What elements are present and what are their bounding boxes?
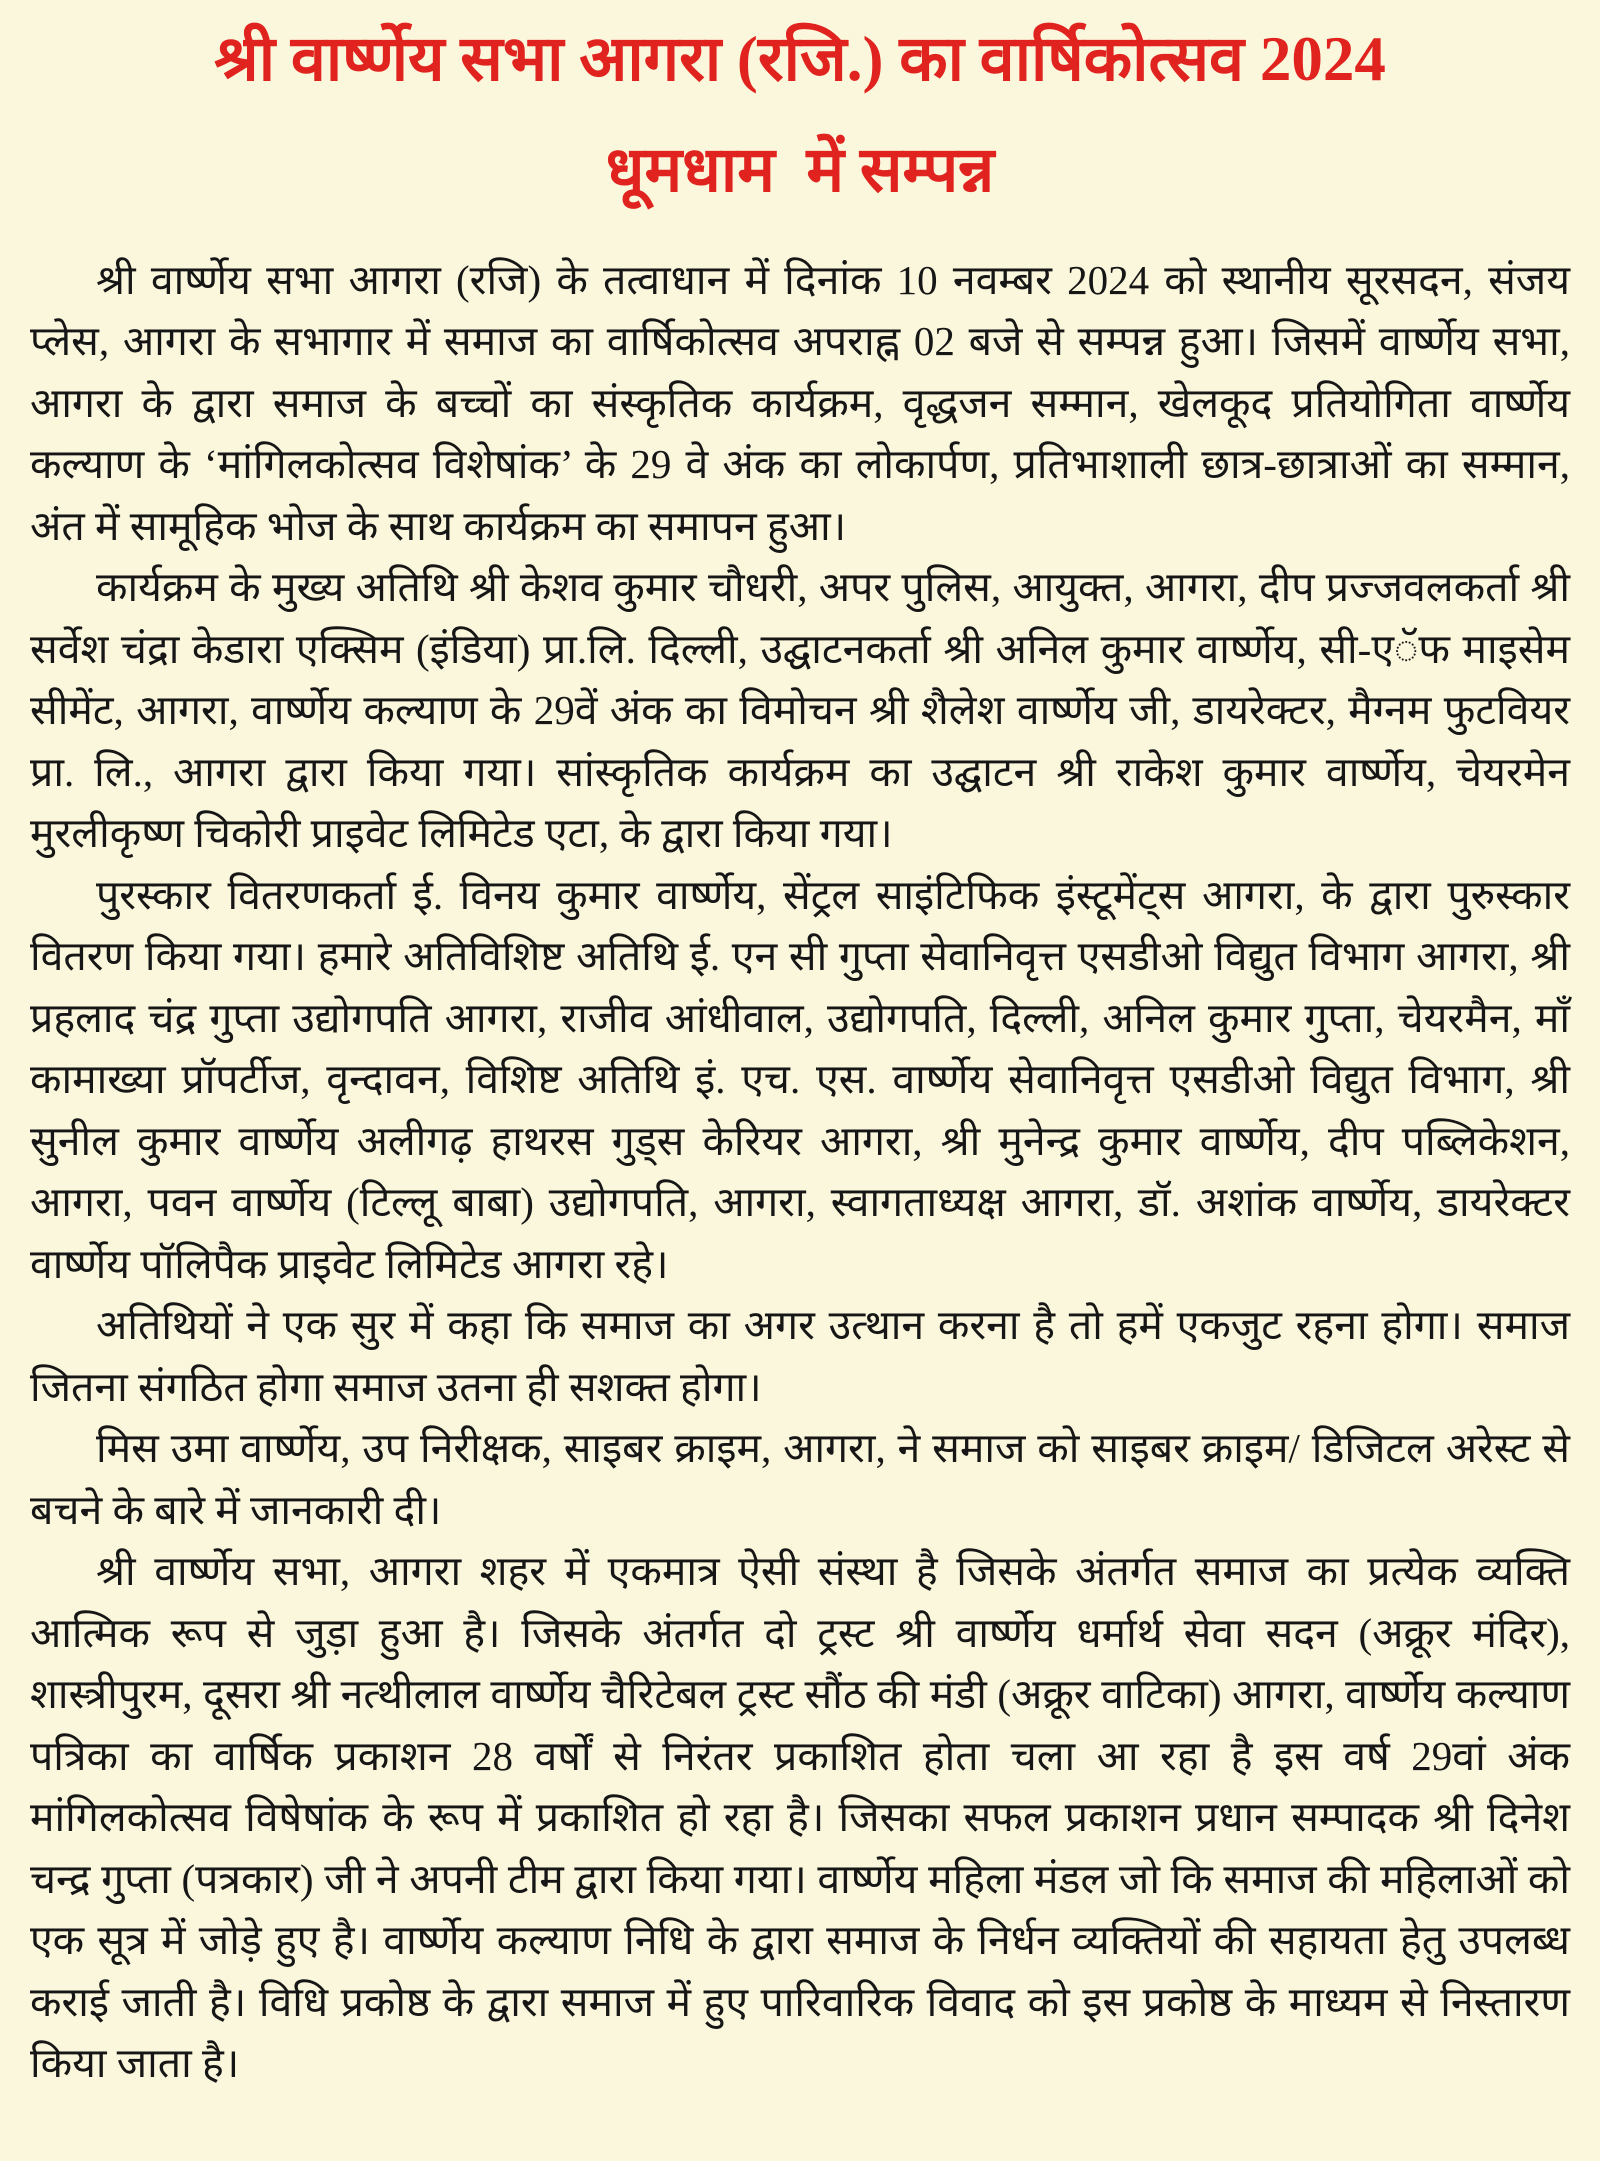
article-title-line1: श्री वार्ष्णेय सभा आगरा (रजि.) का वार्षिकोत्सव 2024 [214, 24, 1386, 94]
article-body [30, 250, 1570, 2095]
article-paragraph-5: मिस उमा वार्ष्णेय, उप निरीक्षक, साइबर क्राइम, आगरा, ने समाज को साइबर क्राइम/ डिजिटल अरेस्ट से बचने के बारे में जानकारी दी। [30, 1425, 1570, 1533]
article-paragraph-1: श्री वार्ष्णेय सभा आगरा (रजि) के तत्वाधान में दिनांक 10 नवम्बर 2024 को स्थानीय सूरसदन, संजय प्लेस, आगरा के सभागार में समाज का वार्षिकोत्सव अपराह्न 02 बजे से सम्पन्न हुआ। जिसमें वार्ष्णेय सभा, आगरा के द्वारा समाज के बच्चों का संस्कृतिक कार्यक्रम, वृद्धजन सम्मान, खेलकूद प्रतियोगिता वार्ष्णेय कल्याण के ‘मांगिलकोत्सव विशेषांक’ के 29 वे अंक का लोकार्पण, प्रतिभाशाली छात्र-छात्राओं का सम्मान, अंत में सामूहिक भोज के साथ कार्यक्रम का समापन हुआ। [30, 256, 1570, 549]
article-paragraph-4: अतिथियों ने एक सुर में कहा कि समाज का अगर उत्थान करना है तो हमें एकजुट रहना होगा। समाज जितना संगठित होगा समाज उतना ही सशक्त होगा। [30, 1302, 1570, 1410]
article-paragraph-3: पुरस्कार वितरणकर्ता ई. विनय कुमार वार्ष्णेय, सेंट्रल साइंटिफिक इंस्टूमेंट्स आगरा, के द्वारा पुरुस्कार वितरण किया गया। हमारे अतिविशिष्ट अतिथि ई. एन सी गुप्ता सेवानिवृत्त एसडीओ विद्युत विभाग आगरा, श्री प्रहलाद चंद्र गुप्ता उद्योगपति आगरा, राजीव आंधीवाल, उद्योगपति, दिल्ली, अनिल कुमार गुप्ता, चेयरमैन, माँ कामाख्या प्रॉपर्टीज, वृन्दावन, विशिष्ट अतिथि इं. एच. एस. वार्ष्णेय सेवानिवृत्त एसडीओ विद्युत विभाग, श्री सुनील कुमार वार्ष्णेय अलीगढ़ हाथरस गुड्स केरियर आगरा, श्री मुनेन्द्र कुमार वार्ष्णेय, दीप पब्लिकेशन, आगरा, पवन वार्ष्णेय (टिल्लू बाबा) उद्योगपति, आगरा, स्वागताध्यक्ष आगरा, डॉ. अशांक वार्ष्णेय, डायरेक्टर वार्ष्णेय पॉलिपैक प्राइवेट लिमिटेड आगरा रहे। [30, 871, 1570, 1287]
article-paragraph-6: श्री वार्ष्णेय सभा, आगरा शहर में एकमात्र ऐसी संस्था है जिसके अंतर्गत समाज का प्रत्येक व्यक्ति आत्मिक रूप से जुड़ा हुआ है। जिसके अंतर्गत दो ट्रस्ट श्री वार्ष्णेय धर्मार्थ सेवा सदन (अक्रूर मंदिर), शास्त्रीपुरम, दूसरा श्री नत्थीलाल वार्ष्णेय चैरिटेबल ट्रस्ट सौंठ की मंडी (अक्रूर वाटिका) आगरा, वार्ष्णेय कल्याण पत्रिका का वार्षिक प्रकाशन 28 वर्षों से निरंतर प्रकाशित होता चला आ रहा है इस वर्ष 29वां अंक मांगिलकोत्सव विषेषांक के रूप में प्रकाशित हो रहा है। जिसका सफल प्रकाशन प्रधान सम्पादक श्री दिनेश चन्द्र गुप्ता (पत्रकार) जी ने अपनी टीम द्वारा किया गया। वार्ष्णेय महिला मंडल जो कि समाज की महिलाओं को एक सूत्र में जोड़े हुए है। वार्ष्णेय कल्याण निधि के द्वारा समाज के निर्धन व्यक्तियों की सहायता हेतु उपलब्ध कराई जाती है। विधि प्रकोष्ठ के द्वारा समाज में हुए पारिवारिक विवाद को इस प्रकोष्ठ के माध्यम से निस्तारण किया जाता है। [30, 1548, 1570, 2086]
article-paragraph-2: कार्यक्रम के मुख्य अतिथि श्री केशव कुमार चौधरी, अपर पुलिस, आयुक्त, आगरा, दीप प्रज्जवलकर्ता श्री सर्वेश चंद्रा केडारा एक्सिम (इंडिया) प्रा.लि. दिल्ली, उद्घाटनकर्ता श्री अनिल कुमार वार्ष्णेय, सी-एॅफ माइसेम सीमेंट, आगरा, वार्ष्णेय कल्याण के 29वें अंक का विमोचन श्री शैलेश वार्ष्णेय जी, डायरेक्टर, मैग्नम फुटवियर प्रा. लि., आगरा द्वारा किया गया। सांस्कृतिक कार्यक्रम का उद्घाटन श्री राकेश कुमार वार्ष्णेय, चेयरमेन मुरलीकृष्ण चिकोरी प्राइवेट लिमिटेड एटा, के द्वारा किया गया। [30, 564, 1570, 856]
article-title-line2: धूमधाम में सम्पन्न [605, 134, 995, 205]
